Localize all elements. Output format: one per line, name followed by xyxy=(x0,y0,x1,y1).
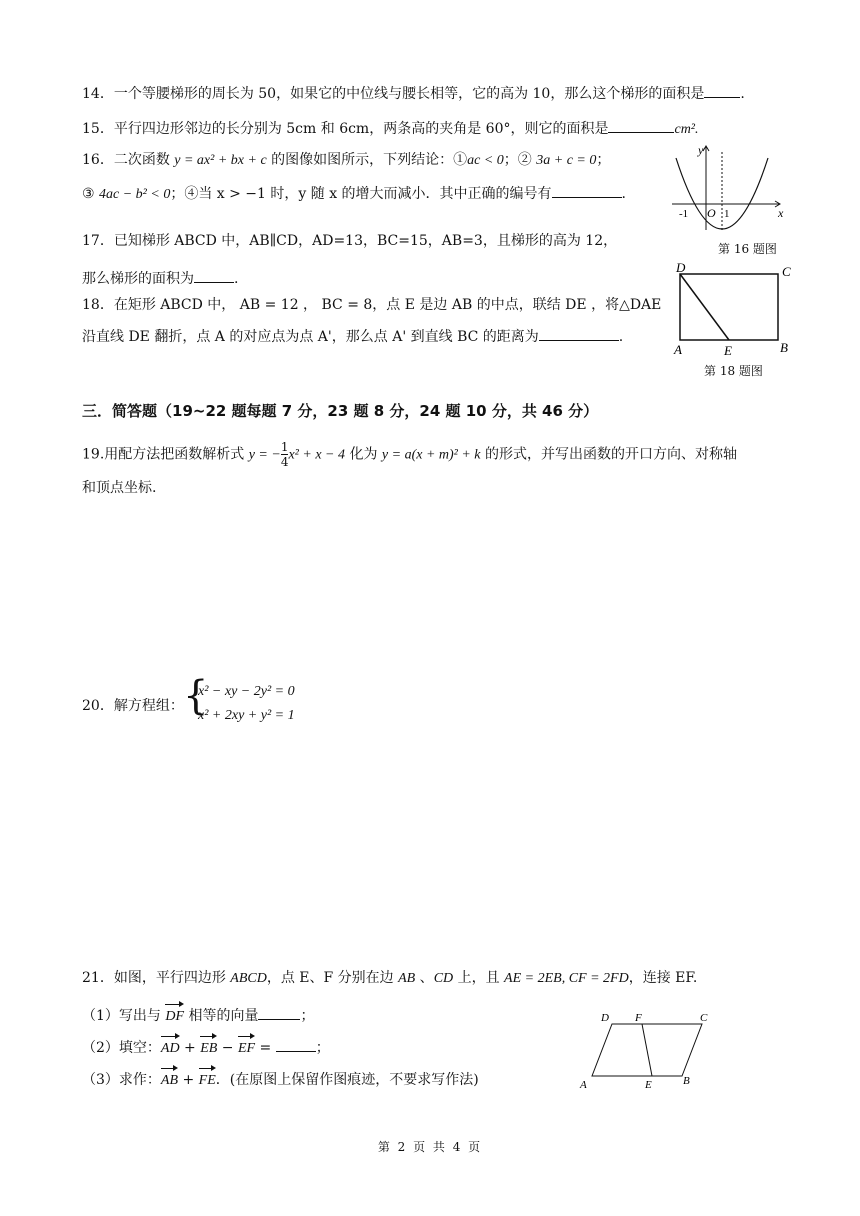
label-c: C xyxy=(700,1012,708,1024)
q16-conclusion-3: 4ac − b² < 0 xyxy=(99,187,171,202)
q21-cd: CD xyxy=(433,971,454,986)
q21-pre: 21．如图，平行四边形 xyxy=(82,970,231,986)
label-e: E xyxy=(724,343,732,358)
frac-numerator: 1 xyxy=(280,440,289,454)
q19-post: 的形式，并写出函数的开口方向、对称轴 xyxy=(480,446,737,463)
q16-formula: y = ax² + bx + c xyxy=(174,153,267,168)
question-21-part3: （3）求作：AB + FE．(在原图上保留作图痕迹，不要求写作法) xyxy=(82,1068,479,1091)
q18-text: 沿直线 DE 翻折，点 A 的对应点为点 A'，那么点 A' 到直线 BC 的距离为 xyxy=(82,329,539,345)
figure-16-parabola xyxy=(668,140,788,235)
question-17-line2 xyxy=(82,268,238,289)
question-16-line2 xyxy=(82,183,626,205)
q19-pre: 19.用配方法把函数解析式 xyxy=(82,446,249,463)
q16-c2-pre: ；② xyxy=(503,152,537,168)
question-21-part1 xyxy=(82,1004,314,1027)
figure-16-caption: 第 16 题图 xyxy=(718,242,777,256)
label-d: D xyxy=(676,260,686,275)
question-15-text: 15．平行四边形邻边的长分别为 5cm 和 6cm，两条高的夹角是 60°，则它的面积是 xyxy=(82,121,609,137)
tick-1: 1 xyxy=(724,208,730,220)
system-brace: { xyxy=(183,673,209,719)
q19-rest: x² + x − 4 xyxy=(288,447,345,463)
question-15-unit: cm². xyxy=(674,122,699,137)
q21-condition: AE = 2EB, CF = 2FD xyxy=(504,971,629,986)
origin-label: O xyxy=(707,206,716,220)
question-17-line1: 17．已知梯形 ABCD 中，AB∥CD，AD=13，BC=15，AB=3，且梯形的高为 12， xyxy=(82,233,618,249)
question-14-text: 14．一个等腰梯形的周长为 50，如果它的中位线与腰长相等，它的高为 10，那么这个梯形的面积是 xyxy=(82,86,705,102)
label-d: D xyxy=(601,1012,609,1024)
figure-21-parallelogram xyxy=(574,1008,724,1094)
vector-eb: EB xyxy=(200,1036,217,1059)
tick-neg1: -1 xyxy=(679,208,689,220)
answer-blank-21-1[interactable] xyxy=(258,1005,300,1020)
frac-denominator: 4 xyxy=(280,455,289,469)
q21-mid2: 上，且 xyxy=(453,970,505,986)
answer-blank-17[interactable] xyxy=(194,268,234,283)
label-b: B xyxy=(780,340,788,355)
label-f: F xyxy=(635,1012,642,1024)
answer-blank-18[interactable] xyxy=(539,326,619,341)
question-14 xyxy=(82,83,745,104)
q16-conclusion-2: 3a + c = 0 xyxy=(536,153,597,168)
q21-abcd: ABCD xyxy=(230,971,267,986)
vector-df: DF xyxy=(165,1004,184,1027)
question-21-part2: （2）填空：AD + EB − EF = ； xyxy=(82,1036,330,1059)
vector-fe: FE xyxy=(199,1068,216,1091)
q21-p1-pre: （1）写出与 xyxy=(82,1008,166,1024)
q21-p1-post: 相等的向量 xyxy=(184,1008,259,1024)
y-label: y xyxy=(698,143,704,157)
vector-ab: AB xyxy=(161,1068,178,1091)
q16-mid: 的图像如图所示，下列结论：① xyxy=(266,152,468,168)
page-footer: 第 2 页 共 4 页 xyxy=(377,1140,483,1154)
q16-pre: 16．二次函数 xyxy=(82,152,175,168)
q21-post: ，连接 EF. xyxy=(628,970,698,986)
vector-ad: AD xyxy=(161,1036,180,1059)
figure-18-caption: 第 18 题图 xyxy=(704,364,763,378)
label-c: C xyxy=(782,264,791,279)
label-b: B xyxy=(683,1075,690,1087)
segment-de xyxy=(680,274,729,340)
equation-2: x² + 2xy + y² = 1 xyxy=(198,708,295,723)
q21-p3-post: ．(在原图上保留作图痕迹，不要求写作法) xyxy=(215,1072,479,1088)
question-19-line2: 和顶点坐标. xyxy=(82,480,157,496)
answer-blank-15[interactable] xyxy=(608,118,674,133)
question-16-line1 xyxy=(82,150,610,171)
q19-mid: 化为 xyxy=(345,446,382,463)
segment-ef xyxy=(642,1024,652,1076)
q19-lhs: y = − xyxy=(248,447,281,463)
q16-conclusion-4: ；④当 x > −1 时，y 随 x 的增大而减小．其中正确的编号有 xyxy=(170,186,552,202)
q21-sep: 、 xyxy=(415,970,434,986)
q16-c2-post: ； xyxy=(596,152,611,168)
q17-text: 那么梯形的面积为 xyxy=(82,271,194,287)
question-20-label: 20．解方程组： xyxy=(82,698,184,714)
q21-p2-end: ； xyxy=(315,1040,330,1056)
question-21-line1 xyxy=(82,968,697,989)
q19-target-form: y = a(x + m)² + k xyxy=(381,447,481,463)
question-14-end: . xyxy=(740,86,745,102)
x-label: x xyxy=(778,206,784,220)
label-a: A xyxy=(674,342,682,357)
vector-ef: EF xyxy=(238,1036,255,1059)
q16-conclusion-1: ac < 0 xyxy=(467,153,504,168)
answer-blank-16[interactable] xyxy=(552,183,622,198)
section-3-title: 三．简答题（19~22 题每题 7 分，23 题 8 分，24 题 10 分，共 46 分） xyxy=(82,402,599,420)
answer-blank-14[interactable] xyxy=(704,83,740,98)
q21-ab: AB xyxy=(398,971,416,986)
question-19-line1 xyxy=(82,440,737,469)
question-15 xyxy=(82,118,699,140)
q16-c3-pre: ③ xyxy=(82,186,100,202)
question-18-line1: 18．在矩形 ABCD 中， AB = 12 ， BC = 8，点 E 是边 AB 的中点，联结 DE ，将△DAE xyxy=(82,297,662,313)
q21-p3-pre: （3）求作： xyxy=(82,1072,161,1088)
label-e: E xyxy=(645,1079,652,1091)
q17-end: . xyxy=(234,271,239,287)
q21-p2-pre: （2）填空： xyxy=(82,1040,161,1056)
rectangle-abcd xyxy=(680,274,778,340)
q16-end: . xyxy=(621,186,626,202)
answer-blank-21-2[interactable] xyxy=(276,1037,316,1052)
q18-end: . xyxy=(618,329,624,345)
figure-18-rectangle xyxy=(668,258,798,358)
q21-p1-end: ； xyxy=(300,1008,315,1024)
q21-mid: ，点 E、F 分别在边 xyxy=(266,970,399,986)
label-a: A xyxy=(580,1079,587,1091)
question-18-line2 xyxy=(82,326,623,347)
equation-1: x² − xy − 2y² = 0 xyxy=(198,684,295,699)
